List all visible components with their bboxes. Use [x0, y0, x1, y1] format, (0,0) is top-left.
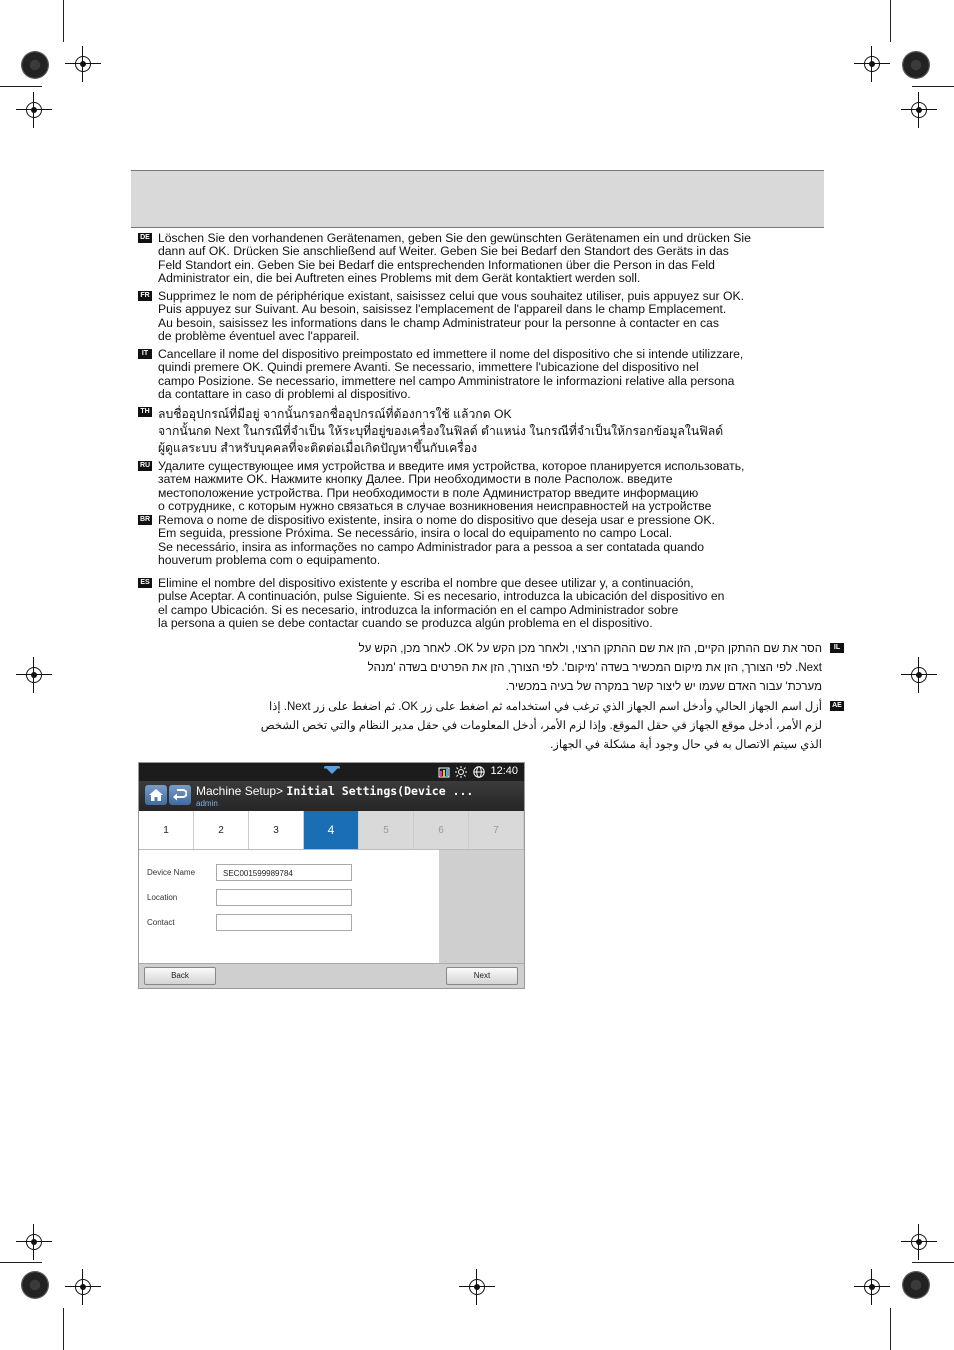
instruction-text [158, 348, 778, 402]
instruction-text [158, 232, 778, 286]
form-area [139, 850, 439, 963]
title-main: Initial Settings(Device ... [286, 784, 474, 798]
wizard-step-4[interactable]: 4 [304, 811, 359, 849]
text-line: Удалите существующее имя устройства и введите имя устройства, которое планируется использовать, [158, 459, 745, 473]
crosshair-mark [24, 665, 44, 685]
language-code-badge: IL [830, 643, 844, 653]
text-line: houverum problema com o equipamento. [158, 553, 381, 568]
text-line: Next. לפי הצורך, הזן את מיקום המכשיר בשדה 'מיקום'. לפי הצורך, הזן את הפרטים בשדה 'מנהל [367, 662, 822, 674]
text-line: de problème éventuel avec l'appareil. [158, 329, 360, 344]
text-line: Remova o nome de dispositivo existente, insira o nome do dispositivo que deseja usar e pressione OK. [158, 513, 715, 527]
text-line: ลบชื่ออุปกรณ์ที่มีอยู่ จากนั้นกรอกชื่ออุปกรณ์ที่ต้องการใช้ แล้วกด OK [158, 407, 512, 421]
trim-line [0, 1262, 42, 1263]
text-line: Elimine el nombre del dispositivo existente y escriba el nombre que desee utilizar y, a continuación, [158, 576, 694, 590]
text-line: Supprimez le nom de périphérique existant, saisissez celui que vous souhaitez utiliser, puis appuyez sur OK. [158, 289, 744, 303]
instruction-text [158, 290, 778, 344]
text-line: Administrator ein, die bei Auftreten eines Problems mit dem Gerät kontaktiert werden soll. [158, 271, 641, 286]
lang-section-de [138, 232, 778, 286]
brightness-icon[interactable] [455, 766, 467, 778]
side-panel [439, 850, 524, 963]
instruction-text [158, 460, 778, 514]
page-title [196, 784, 473, 798]
device-screenshot [138, 762, 525, 989]
wizard-step-5[interactable]: 5 [359, 811, 414, 849]
location-label: Location [147, 893, 178, 902]
language-code-badge: RU [139, 462, 151, 469]
lang-section-br [138, 514, 778, 568]
text-line: Cancellare il nome del dispositivo preimpostato ed immettere il nome del dispositivo che si intende utilizzare, [158, 347, 744, 361]
crosshair-mark [24, 100, 44, 120]
text-line: pulse Aceptar. A continuación, pulse Siguiente. Si es necesario, introduzca la ubicación del dispositivo en [158, 589, 725, 604]
language-code-badge: AE [830, 701, 844, 711]
text-line: campo Posizione. Se necessario, immettere nel campo Amministratore le informazioni relative alla persona [158, 373, 735, 388]
text-line: Löschen Sie den vorhandenen Gerätenamen, geben Sie den gewünschten Gerätenamen ein und drücken Sie [158, 231, 751, 245]
home-icon [149, 789, 163, 801]
wizard-step-6[interactable]: 6 [414, 811, 469, 849]
text-line: ผู้ดูแลระบบ สำหรับบุคคลที่จะติดต่อเมื่อเกิดปัญหาขึ้นกับเครื่อง [158, 441, 478, 455]
title-prefix: Machine Setup> [196, 784, 287, 798]
crosshair-mark [909, 665, 929, 685]
text-line: местоположение устройства. При необходимости в поле Администратор введите информацию [158, 485, 699, 500]
text-line: מערכת' עבור האדם שעמו יש ליצור קשר במקרה של בעיה במכשיר. [505, 681, 822, 693]
text-line: จากนั้นกด Next ในกรณีที่จำเป็น ให้ระบุที่อยู่ของเครื่องในฟิลด์ ตำแหน่ง ในกรณีที่จำเป็นให้กรอกข้อมูลในฟิลด์ [158, 424, 724, 438]
text-line: el campo Ubicación. Si es necesario, introduzca la información en el campo Administrador sobre [158, 602, 679, 617]
device-name-label: Device Name [147, 868, 196, 877]
location-field[interactable] [216, 889, 352, 906]
text-line: Feld Standort ein. Geben Sie bei Bedarf die entsprechenden Informationen über die Person in das Feld [158, 257, 715, 272]
wizard-step-2[interactable]: 2 [194, 811, 249, 849]
lang-section-ae [260, 698, 842, 755]
text-line: la persona a quien se debe contactar cuando se produzca algún problema en el dispositivo. [158, 616, 653, 631]
bottom-bar [139, 963, 524, 989]
registration-rosette-bottom-right [903, 1272, 929, 1298]
text-line: Em seguida, pressione Próxima. Se necessário, insira o local do equipamento no campo Local. [158, 526, 673, 541]
clock-time: 12:40 [490, 765, 518, 777]
trim-line [890, 0, 891, 42]
text-line: dann auf OK. Drücken Sie anschließend auf Weiter. Geben Sie bei Bedarf den Standort des Geräts in das [158, 244, 729, 259]
title-bar [139, 781, 524, 811]
wizard-step-1[interactable]: 1 [139, 811, 194, 849]
registration-rosette-bottom-left [22, 1272, 48, 1298]
language-code-badge: DE [138, 233, 152, 243]
text-line: Puis appuyez sur Suivant. Au besoin, saisissez l'emplacement de l'appareil dans le champ Emplacement. [158, 302, 727, 317]
text-line: لزم الأمر، أدخل موقع الجهاز في حقل الموقع. وإذا لزم الأمر، أدخل المعلومات في حقل مدير النظام والتي تخص الشخص [260, 720, 822, 732]
text-line: الذي سيتم الاتصال به في حال وجود أية مشكلة في الجهاز. [550, 739, 822, 751]
crosshair-mark [862, 1277, 882, 1297]
registration-rosette-top-right [903, 52, 929, 78]
wizard-step-3[interactable]: 3 [249, 811, 304, 849]
instruction-text [158, 406, 778, 457]
trim-line [0, 86, 42, 87]
language-code-badge: FR [138, 291, 152, 301]
crosshair-mark [862, 54, 882, 74]
text-line: أزل اسم الجهاز الحالي وأدخل اسم الجهاز الذي ترغب في استخدامه ثم اضغط على زر OK. ثم اضغط على زر Next. إذا [269, 701, 822, 713]
toner-status-icon[interactable] [438, 766, 450, 778]
lang-section-th [138, 406, 778, 457]
text-line: Se necessário, insira as informações no campo Administrador para a pessoa a ser contatada quando [158, 539, 705, 554]
lang-section-it [138, 348, 778, 402]
back-button[interactable]: Back [144, 967, 216, 985]
trim-line [63, 1308, 64, 1350]
next-button[interactable]: Next [446, 967, 518, 985]
trim-line [890, 1308, 891, 1350]
back-arrow-icon [173, 789, 187, 801]
crosshair-mark [909, 100, 929, 120]
device-name-field[interactable]: SEC001599989784 [216, 864, 352, 881]
crosshair-mark [467, 1277, 487, 1297]
chevron-down-icon[interactable] [324, 766, 340, 776]
section-header-band [131, 170, 824, 228]
language-code-badge: TH [138, 407, 152, 417]
status-bar [139, 763, 524, 781]
text-line: о сотруднике, с которым нужно связаться в случае возникновения неисправностей на устройстве [158, 499, 712, 514]
globe-icon[interactable] [473, 766, 485, 778]
wizard-steps [139, 811, 524, 850]
language-code-badge: ES [138, 578, 152, 588]
language-code-badge: IT [138, 349, 152, 359]
crosshair-mark [73, 1277, 93, 1297]
text-line: הסר את שם ההתקן הקיים, הזן את שם ההתקן הרצוי, ולאחר מכן הקש על OK. לאחר מכן, הקש על [358, 643, 822, 655]
lang-section-il [262, 640, 841, 697]
user-label: admin [196, 799, 218, 808]
crosshair-mark [73, 54, 93, 74]
lang-section-es [138, 577, 778, 631]
contact-field[interactable] [216, 914, 352, 931]
instruction-text [158, 514, 778, 568]
text-line: Au besoin, saisissez les informations dans le champ Administrateur pour la personne à contacter en cas [158, 315, 719, 330]
text-line: затем нажмите OK. Нажмите кнопку Далее. При необходимости в поле Располож. введите [158, 472, 673, 487]
wizard-step-7[interactable]: 7 [469, 811, 524, 849]
trim-line [912, 1262, 954, 1263]
crosshair-mark [24, 1232, 44, 1252]
instruction-text [158, 577, 778, 631]
crosshair-mark [909, 1232, 929, 1252]
trim-line [63, 0, 64, 42]
text-line: da contattare in caso di problemi al dispositivo. [158, 387, 411, 402]
lang-section-ru [138, 460, 778, 514]
registration-rosette-top-left [22, 52, 48, 78]
text-line: quindi premere OK. Quindi premere Avanti. Se necessario, immettere l'ubicazione del dispositivo nel [158, 360, 699, 375]
contact-label: Contact [147, 918, 175, 927]
back-nav-button[interactable] [169, 785, 191, 805]
lang-section-fr [138, 290, 778, 344]
trim-line [912, 86, 954, 87]
language-code-badge: BR [139, 516, 151, 523]
home-button[interactable] [145, 785, 167, 805]
